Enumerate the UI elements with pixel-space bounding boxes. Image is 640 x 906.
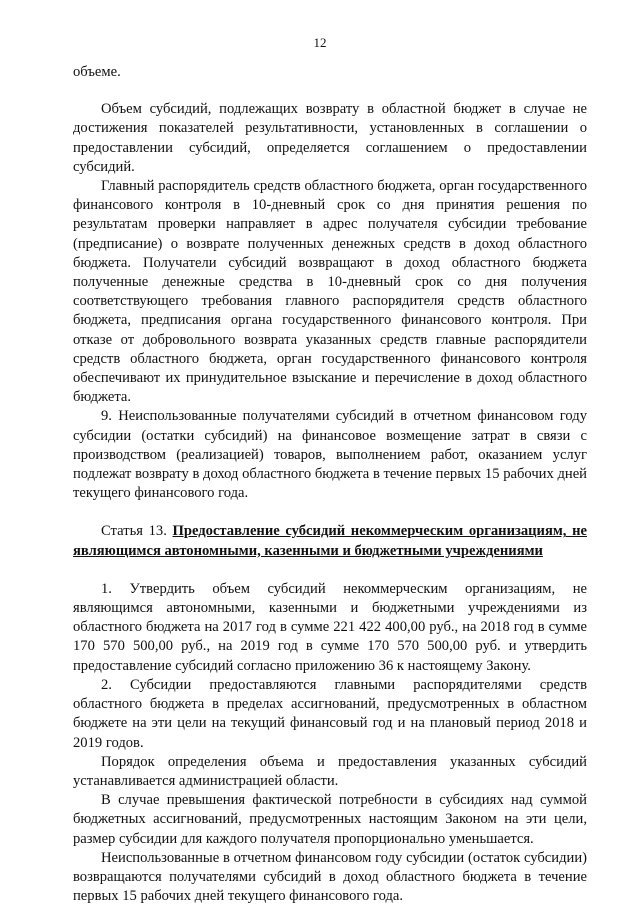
paragraph: Порядок определения объема и предоставления указанных субсидий устанавливается администрацией области. [73,753,587,789]
article-heading [73,522,587,560]
article-label: Статья 13. [101,523,167,540]
paragraph: В случае превышения фактической потребности в субсидиях над суммой бюджетных ассигнований, предусмотренных настоящим Законом на эти цели, размер субсидии для каждого получателя пропорционально уменьшается. [73,792,587,847]
paragraph-item-9: 9. Неиспользованные получателями субсидий в отчетном финансовом году субсидии (остатки субсидий) на финансовое возмещение затрат в связи с производством (реализацией) товаров, выполнением работ, оказанием услуг подлежат возврату в доход областного бюджета в течение первых 15 рабочих дней текущего финансового года. [73,408,587,502]
paragraph: Неиспользованные в отчетном финансовом году субсидии (остаток субсидии) возвращаются получателями субсидий в доход областного бюджета в течение первых 15 рабочих дней текущего финансового года. [73,849,587,905]
paragraph-continuation: объеме. [73,64,121,80]
paragraph: Главный распорядитель средств областного бюджета, орган государственного финансового контроля в 10-дневный срок со дня принятия решения по результатам проверки направляет в адрес получателя субсидии требование (предписание) о возврате полученных денежных средств в доход областного бюджета. Получатели субсидий возвращают в доход областного бюджета полученные денежные средства в 10-дневный срок со дня получения соответствующего требования главного распорядителя средств областного бюджета, предписания органа государственного финансового контроля. При отказе от добровольного возврата указанных средств главные распорядители средств областного бюджета, орган государственного финансового контроля обеспечивают их принудительное взыскание и перечисление в доход областного бюджета. [73,178,587,406]
page-number: 12 [313,35,327,50]
document-body [73,63,587,906]
paragraph: Объем субсидий, подлежащих возврату в областной бюджет в случае не достижения показателей результативности, установленных в соглашении о предоставлении субсидий, определяется соглашением о предоставлении субсидий. [73,101,587,175]
paragraph-item-1: 1. Утвердить объем субсидий некоммерческим организациям, не являющимся автономными, казенными и бюджетными учреждениями из областного бюджета на 2017 год в сумме 221 422 400,00 руб., на 2018 год в сумме 170 570 500,00 руб., на 2019 год в сумме 170 570 500,00 руб. и утвердить предоставление субсидий согласно приложению 36 к настоящему Закону. [73,580,587,674]
article-title: Предоставление субсидий некоммерческим организациям, не являющимся автономными, казенными и бюджетными учреждениями [73,523,587,559]
paragraph-item-2: 2. Субсидии предоставляются главными распорядителями средств областного бюджета в пределах ассигнований, предусмотренных в областном бюджете на эти цели на текущий финансовый год и на плановый период 2018 и 2019 годов. [73,676,587,751]
